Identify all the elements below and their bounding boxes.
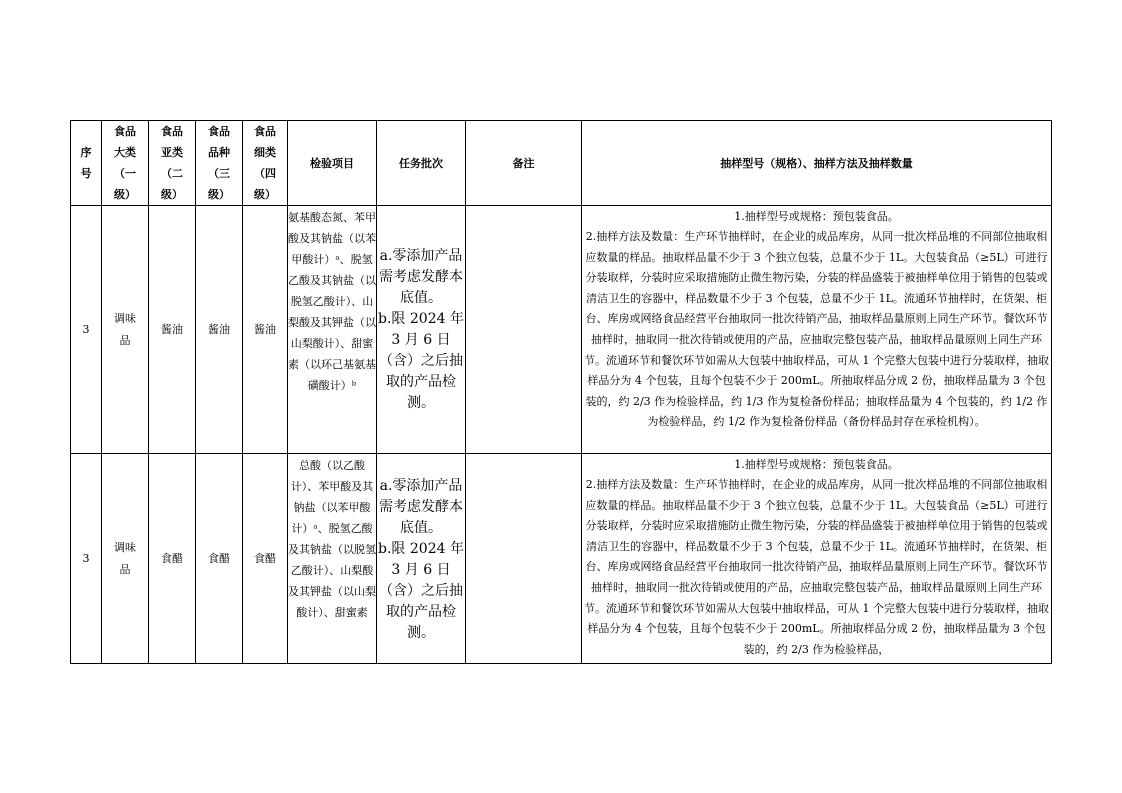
table-row xyxy=(71,454,1052,664)
header-sampling-method: 抽样型号（规格）、抽样方法及抽样数量 xyxy=(582,121,1052,206)
cell-task-batch xyxy=(377,454,466,664)
header-category-3: 食品品种（三级） xyxy=(196,121,243,206)
test-items-text: 氨基酸态氮、苯甲酸及其钠盐（以苯甲酸计）ᵃ、脱氢乙酸及其钠盐（以脱氢乙酸计）、山梨酸及其钾盐（以山梨酸计）、甜蜜素（以环己基氨基磺酸计）ᵇ xyxy=(288,210,376,392)
sampling-spec-table xyxy=(70,120,1052,664)
cell-category-4: 酱油 xyxy=(243,206,288,454)
sampling-method-text xyxy=(582,207,1051,453)
batch-note-a: a.零添加产品需考虑发酵本底值。 xyxy=(379,247,463,306)
cell-category-3: 食醋 xyxy=(196,454,243,664)
batch-note-b: b.限 2024 年3 月 6 日（含）之后抽取的产品检测。 xyxy=(378,310,464,411)
cell-seq: 3 xyxy=(71,454,102,664)
test-items-text: 总酸（以乙酸计）、苯甲酸及其钠盐（以苯甲酸计）ᵃ、脱氢乙酸及其钠盐（以脱氢乙酸计）、山梨酸及其钾盐（以山梨酸计）、甜蜜素 xyxy=(288,458,376,619)
header-task-batch: 任务批次 xyxy=(377,121,466,206)
cell-category-1: 调味品 xyxy=(102,206,149,454)
method-spec-line: 1.抽样型号或规格：预包装食品。 xyxy=(734,209,899,223)
method-procedure-text: 2.抽样方法及数量：生产环节抽样时，在企业的成品库房，从同一批次样品堆的不同部位抽取相应数量的样品。抽取样品量不少于 3 个独立包装，总量不少于 1L。大包装食品（≥5L）可进行分装取样，分装时应采取措施防止微生物污染，分装的样品盛装于被抽样单位用于销售的包装或清洁卫生的容器中，样品数量不少于 3 个包装，总量不少于 1L。流通环节抽样时，在货架、柜台、库房或网络食品经营平台抽取同一批次待销产品，抽取样品量原则上同生产环节。餐饮环节抽样时，抽取同一批次待销或使用的产品，应抽取完整包装产品，抽取样品量原则上同生产环节。流通环节和餐饮环节如需从大包装中抽取样品，可从 1 个完整大包装中进行分装取样，抽取样品分为 4 个包装，且每个包装不少于 200mL。所抽取样品分成 2 份，抽取样品量为 3 个包装的，约 2/3 作为检验样品， xyxy=(584,478,1049,656)
header-remark: 备注 xyxy=(466,121,582,206)
cell-test-items xyxy=(288,454,377,664)
cell-category-4: 食醋 xyxy=(243,454,288,664)
table-header-row xyxy=(71,121,1052,206)
cell-sampling-method xyxy=(582,206,1052,454)
cell-remark xyxy=(466,206,582,454)
method-spec-line: 1.抽样型号或规格：预包装食品。 xyxy=(734,457,899,471)
batch-note-a: a.零添加产品需考虑发酵本底值。 xyxy=(379,477,463,536)
cell-category-3: 酱油 xyxy=(196,206,243,454)
header-test-items: 检验项目 xyxy=(288,121,377,206)
header-category-4: 食品细类（四级） xyxy=(243,121,288,206)
cell-seq: 3 xyxy=(71,206,102,454)
header-category-1: 食品大类（一级） xyxy=(102,121,149,206)
header-seq: 序号 xyxy=(71,121,102,206)
header-category-2: 食品亚类（二级） xyxy=(149,121,196,206)
cell-task-batch xyxy=(377,206,466,454)
sampling-method-text xyxy=(582,455,1051,663)
cell-category-1: 调味品 xyxy=(102,454,149,664)
cell-sampling-method xyxy=(582,454,1052,664)
batch-note-b: b.限 2024 年3 月 6 日（含）之后抽取的产品检测。 xyxy=(378,540,464,641)
method-procedure-text: 2.抽样方法及数量：生产环节抽样时，在企业的成品库房，从同一批次样品堆的不同部位抽取相应数量的样品。抽取样品量不少于 3 个独立包装，总量不少于 1L。大包装食品（≥5L）可进行分装取样，分装时应采取措施防止微生物污染，分装的样品盛装于被抽样单位用于销售的包装或清洁卫生的容器中，样品数量不少于 3 个包装，总量不少于 1L。流通环节抽样时，在货架、柜台、库房或网络食品经营平台抽取同一批次待销产品，抽取样品量原则上同生产环节。餐饮环节抽样时，抽取同一批次待销或使用的产品，应抽取完整包装产品，抽取样品量原则上同生产环节。流通环节和餐饮环节如需从大包装中抽取样品，可从 1 个完整大包装中进行分装取样，抽取样品分为 4 个包装，且每个包装不少于 200mL。所抽取样品分成 2 份，抽取样品量为 3 个包装的，约 2/3 作为检验样品，约 1/3 作为复检备份样品；抽取样品量为 4 个包装的，约 1/2 作为检验样品，约 1/2 作为复检备份样品（备份样品封存在承检机构）。 xyxy=(584,230,1049,429)
table-row xyxy=(71,206,1052,454)
cell-category-2: 食醋 xyxy=(149,454,196,664)
cell-remark xyxy=(466,454,582,664)
cell-category-2: 酱油 xyxy=(149,206,196,454)
cell-test-items xyxy=(288,206,377,454)
